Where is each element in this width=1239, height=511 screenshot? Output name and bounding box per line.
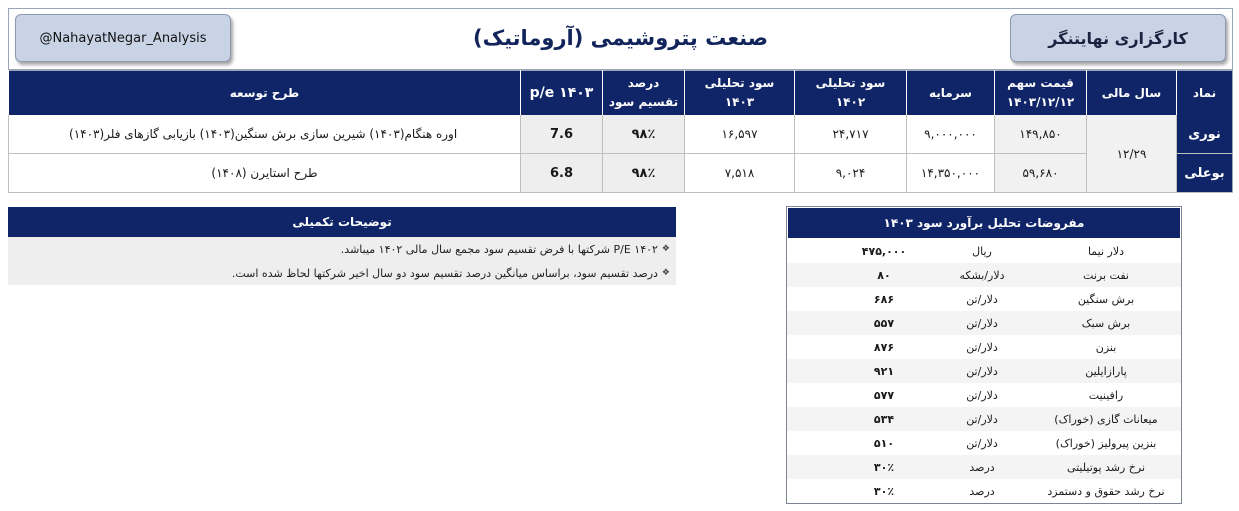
col-header-plan: طرح توسعه — [9, 71, 521, 116]
assumption-row — [787, 239, 1181, 263]
note-item — [8, 261, 676, 285]
stocks-table — [8, 70, 1233, 193]
assumption-row — [787, 263, 1181, 287]
capital-cell: ۱۴,۳۵۰,۰۰۰ — [907, 154, 995, 193]
assumption-row — [787, 407, 1181, 431]
note-item — [8, 237, 676, 261]
col-header-pe: p/e ۱۴۰۳ — [521, 71, 603, 116]
assumption-value: ۹۲۱ — [873, 364, 895, 378]
bullet-icon: ❖ — [661, 268, 670, 278]
assumption-unit: دلار/تن — [966, 436, 998, 450]
table-header-row — [9, 71, 1233, 116]
assumption-unit: دلار/بشکه — [959, 268, 1005, 282]
assumption-unit: دلار/تن — [966, 340, 998, 354]
brokerage-brand-badge[interactable] — [1010, 14, 1226, 62]
profit-1402-cell: ۲۴,۷۱۷ — [795, 115, 907, 154]
assumption-name: بنزین پیرولیز (خوراک) — [1055, 436, 1157, 450]
price-cell: ۱۴۹,۸۵۰ — [995, 115, 1087, 154]
page-title: صنعت پتروشیمی (آروماتیک) — [472, 26, 769, 50]
note-text: درصد تقسیم سود، براساس میانگین درصد تقسیم سود دو سال اخیر شرکتها لحاظ شده است. — [231, 266, 658, 280]
col-header-capital: سرمایه — [907, 71, 995, 116]
assumption-value: ۸۷۶ — [873, 340, 895, 354]
assumptions-title: مفروضات تحلیل برآورد سود ۱۴۰۳ — [788, 208, 1180, 238]
table-row — [9, 115, 1233, 154]
assumption-unit: دلار/تن — [966, 292, 998, 306]
pe-cell: 6.8 — [521, 154, 603, 193]
assumption-value: ۵۱۰ — [873, 436, 895, 450]
assumption-name: میعانات گازی (خوراک) — [1054, 412, 1158, 426]
assumption-name: نفت برنت — [1083, 268, 1129, 282]
note-text: P/E ۱۴۰۲ شرکتها با فرض تقسیم سود مجمع سال مالی ۱۴۰۲ میباشد. — [340, 242, 658, 256]
assumption-value: ۳۰٪ — [873, 460, 895, 474]
assumption-row — [787, 479, 1181, 503]
assumption-value: ۶۸۶ — [873, 292, 895, 306]
profit-1403-cell: ۱۶,۵۹۷ — [685, 115, 795, 154]
assumption-row — [787, 311, 1181, 335]
assumption-name: بنزن — [1095, 340, 1117, 354]
assumptions-panel — [786, 206, 1182, 504]
col-header-profit-1403: سود تحلیلی ۱۴۰۳ — [685, 71, 795, 116]
notes-panel — [8, 207, 676, 285]
fiscal-year-cell: ۱۲/۲۹ — [1087, 115, 1177, 193]
col-header-symbol: نماد — [1177, 71, 1233, 116]
col-header-fiscal-year: سال مالی — [1087, 71, 1177, 116]
assumption-unit: درصد — [969, 460, 995, 474]
dividend-cell: ۹۸٪ — [603, 154, 685, 193]
assumption-name: پارازایلین — [1085, 364, 1127, 378]
assumption-unit: دلار/تن — [966, 412, 998, 426]
assumption-name: نرخ رشد پوتیلیتی — [1066, 460, 1146, 474]
col-header-dividend: درصد تقسیم سود — [603, 71, 685, 116]
assumption-unit: ریال — [972, 244, 992, 258]
assumption-row — [787, 359, 1181, 383]
assumption-name: برش سبک — [1081, 316, 1131, 330]
plan-cell: اوره هنگام(۱۴۰۳) شیرین سازی برش سنگین(۱۴۰۳) بازیابی گازهای فلر(۱۴۰۳) — [9, 115, 521, 154]
assumption-value: ۸۰ — [877, 268, 891, 282]
assumption-unit: دلار/تن — [966, 364, 998, 378]
assumption-row — [787, 431, 1181, 455]
assumption-value: ۴۷۵,۰۰۰ — [861, 244, 907, 258]
assumption-name: نرخ رشد حقوق و دستمزد — [1047, 484, 1165, 498]
bullet-icon: ❖ — [661, 244, 670, 254]
assumption-value: ۵۳۴ — [873, 412, 895, 426]
capital-cell: ۹,۰۰۰,۰۰۰ — [907, 115, 995, 154]
assumption-name: دلار نیما — [1087, 244, 1125, 258]
symbol-cell[interactable]: نوری — [1177, 115, 1233, 154]
notes-title: توضیحات تکمیلی — [8, 207, 676, 237]
assumption-value: ۵۵۷ — [873, 316, 895, 330]
assumption-value: ۳۰٪ — [873, 484, 895, 498]
plan-cell: طرح استایرن (۱۴۰۸) — [9, 154, 521, 193]
assumption-name: رافینیت — [1088, 388, 1124, 402]
assumption-row — [787, 383, 1181, 407]
brokerage-brand-text: کارگزاری نهایتنگر — [1048, 28, 1188, 48]
assumptions-list — [787, 239, 1181, 503]
assumption-value: ۵۷۷ — [873, 388, 895, 402]
report-header — [8, 8, 1233, 70]
assumption-unit: درصد — [969, 484, 995, 498]
price-cell: ۵۹,۶۸۰ — [995, 154, 1087, 193]
assumption-unit: دلار/تن — [966, 388, 998, 402]
col-header-profit-1402: سود تحلیلی ۱۴۰۲ — [795, 71, 907, 116]
profit-1402-cell: ۹,۰۲۴ — [795, 154, 907, 193]
channel-handle-text: @NahayatNegar_Analysis — [39, 30, 207, 46]
symbol-cell[interactable]: بوعلی — [1177, 154, 1233, 193]
assumption-row — [787, 335, 1181, 359]
col-header-price: قیمت سهم ۱۴۰۳/۱۲/۱۲ — [995, 71, 1087, 116]
pe-cell: 7.6 — [521, 115, 603, 154]
assumption-unit: دلار/تن — [966, 316, 998, 330]
table-row — [9, 154, 1233, 193]
dividend-cell: ۹۸٪ — [603, 115, 685, 154]
assumption-name: برش سنگین — [1077, 292, 1135, 306]
assumption-row — [787, 287, 1181, 311]
assumption-row — [787, 455, 1181, 479]
profit-1403-cell: ۷,۵۱۸ — [685, 154, 795, 193]
